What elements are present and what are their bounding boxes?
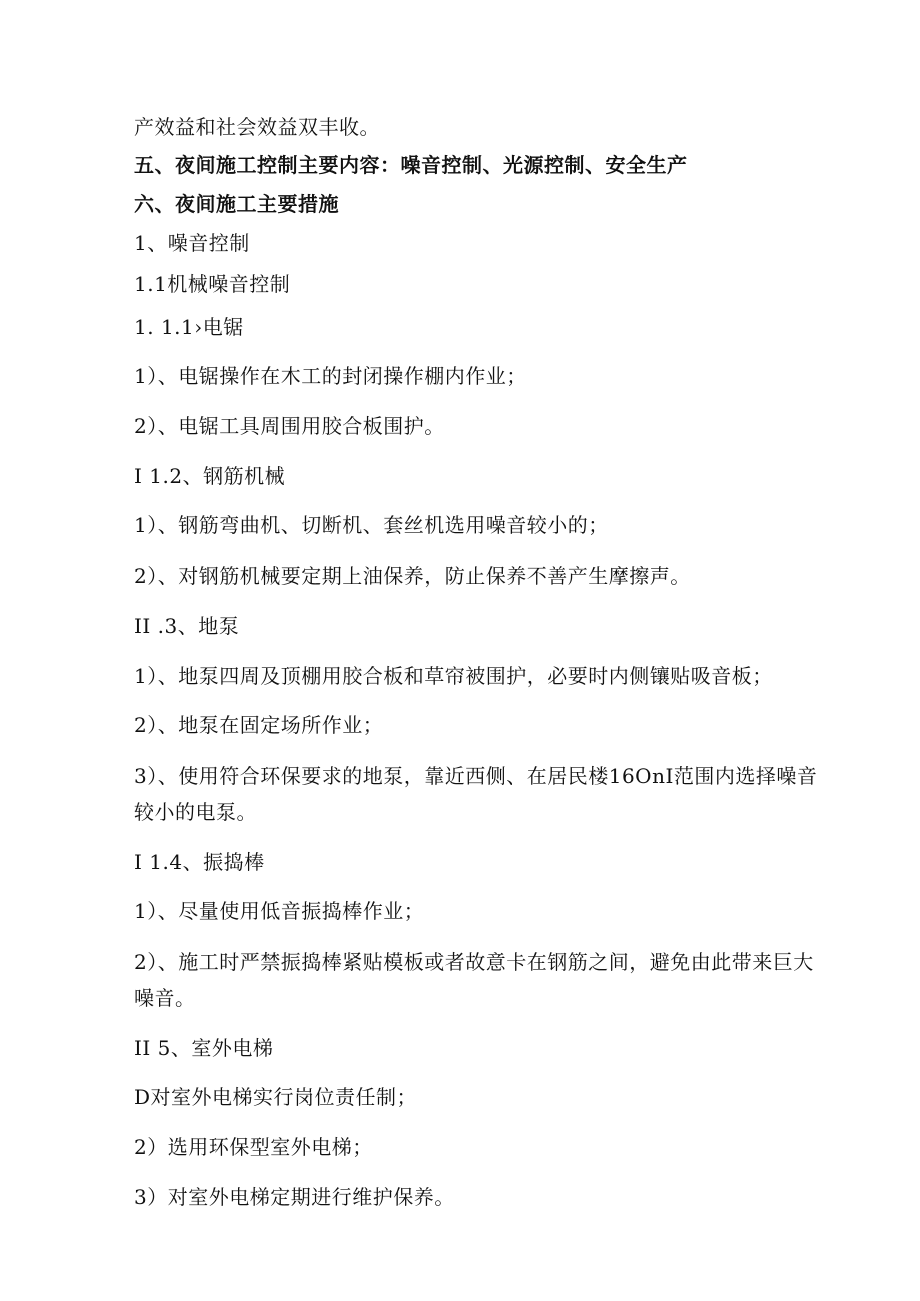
list-item: 2）、电锯工具周围用胶合板围护。 — [134, 414, 445, 438]
subheading-mechanical-noise: 1.1机械噪音控制 — [134, 272, 291, 296]
section-heading-6: 六、夜间施工主要措施 — [134, 192, 339, 216]
subheading-ground-pump: II .3、地泵 — [134, 614, 240, 638]
list-item: 1）、电锯操作在木工的封闭操作棚内作业； — [134, 364, 527, 388]
list-item: 2）、对钢筋机械要定期上油保养，防止保养不善产生摩擦声。 — [134, 564, 691, 588]
list-item: 3）对室外电梯定期进行维护保养。 — [134, 1185, 455, 1209]
section-heading-5: 五、夜间施工控制主要内容：噪音控制、光源控制、安全生产 — [134, 153, 688, 177]
list-item: 1）、尽量使用低音振捣棒作业； — [134, 899, 425, 923]
list-item: 2）、地泵在固定场所作业； — [134, 713, 384, 737]
subheading-outdoor-elevator: II 5、室外电梯 — [134, 1036, 274, 1060]
list-item: 1）、钢筋弯曲机、切断机、套丝机选用噪音较小的； — [134, 513, 609, 537]
list-item: 3）、使用符合环保要求的地泵，靠近西侧、在居民楼16OnI范围内选择噪音较小的电泵。 — [134, 764, 818, 824]
list-item: 2）、施工时严禁振捣棒紧贴模板或者故意卡在钢筋之间，避免由此带来巨大噪音。 — [134, 950, 814, 1010]
list-item: 2）选用环保型室外电梯； — [134, 1135, 373, 1159]
subheading-vibrator: I 1.4、振捣棒 — [134, 850, 265, 874]
subheading-saw: 1. 1.1›电锯 — [134, 315, 244, 339]
list-item: 1）、地泵四周及顶棚用胶合板和草帘被围护，必要时内侧镶贴吸音板； — [134, 664, 773, 688]
list-item: D对室外电梯实行岗位责任制； — [134, 1085, 418, 1109]
subheading-rebar-machinery: I 1.2、钢筋机械 — [134, 464, 286, 488]
subheading-noise-control: 1、噪音控制 — [134, 231, 250, 255]
paragraph-line: 产效益和社会效益双丰收。 — [134, 115, 380, 139]
